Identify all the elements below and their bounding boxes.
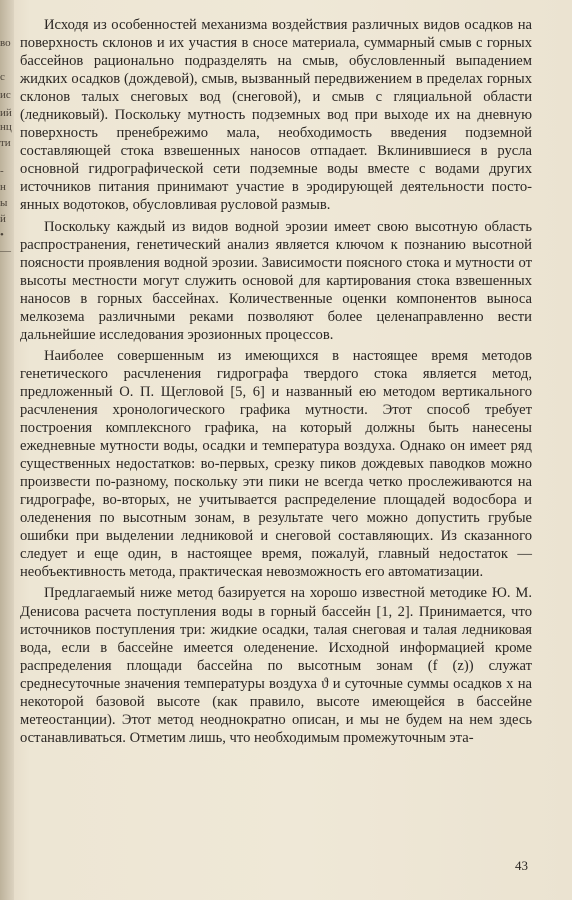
margin-fragment: ти (0, 137, 11, 149)
book-spine (0, 0, 14, 900)
paragraph: Предлагаемый ниже метод базируется на хорошо известной методике Ю. М. Денисова расчета поступления воды в горный бассейн [1, 2]. Принимается, что источников поступления три: жидкие осадки, талая снеговая и талая ледниковая вода, если в бассейне имеется оледенение. Исходной информацией кроме распределения площади бассейна по высотным зонам (f (z)) служат среднесуточные значения температуры воздуха ϑ и суточные суммы осадков x на некоторой базовой высоте (как правило, высоте имеющейся в бассейне метеостанции). Этот метод неоднократно описан, и мы не будем на нем здесь останавливаться. Отметим лишь, что необходимым промежуточным эта- (20, 585, 532, 746)
margin-fragment: с (0, 71, 5, 83)
margin-fragment: - (0, 165, 4, 177)
margin-fragment: ис (0, 89, 11, 101)
page-number: 43 (515, 858, 528, 873)
margin-fragment: н (0, 181, 6, 193)
margin-fragment: во (0, 37, 11, 49)
margin-fragment: ы (0, 197, 8, 209)
margin-fragment: • (0, 229, 4, 241)
margin-fragment: й (0, 213, 6, 225)
margin-fragment: — (0, 245, 11, 257)
margin-fragment: нц (0, 121, 12, 133)
paragraph: Исходя из особенностей механизма воздействия различных видов осадков на поверхность склонов и их участия в сносе материала, суммарный смыв с горных бассейнов рационально подразделять на смыв, обусловленный выпадением жидких осадков (дождевой), смыв, вызванный передвижением в пределах горных склонов талых снеговых вод (снеговой), и смыв с гляциальной области (ледниковый). Поскольку мутность подземных вод при выходе их на дневную поверхность пренебрежимо мала, необходимость введения подземной составляющей стока взвешенных наносов отпадает. Вклинившиеся в русла основной гидрографической сети подземные воды вместе с водами других источников питания принимают участие в эродирующей деятельности постоянных водотоков, обусловливая русловой размыв. (20, 17, 532, 214)
paragraph: Поскольку каждый из видов водной эрозии имеет свою высотную область распространения, генетический анализ является ключом к познанию высотной поясности проявления водной эрозии. Зависимости поясного стока и мутности от высоты местности могут служить основой для картирования стока взвешенных наносов в горных бассейнах. Количественные оценки компонентов выноса мелкозема различными реками позволяют более целенаправленно вести дальнейшие исследования эрозионных процессов. (20, 218, 532, 343)
paragraph: Наиболее совершенным из имеющихся в настоящее время методов генетического расчленения гидрографа твердого стока является метод, предложенный О. П. Щегловой [5, 6] и названный ею методом вертикального расчленения хронологического графика мутности. Этот способ требует построения комплексного графика, на который должны быть нанесены ежедневные мутности воды, осадки и температура воздуха. Однако он имеет ряд существенных недостатков: во-первых, срезку пиков дождевых паводков можно произвести по-разному, поскольку эти пики не всегда четко прослеживаются на гидрографе, во-вторых, не учитывается распределение площадей водосбора и оледенения по высотным зонам, в результате чего можно допустить грубые ошибки при выделении ледниковой и снеговой составляющих. Из сказанного следует и еще один, в настоящее время, пожалуй, главный недостаток — необъективность метода, практическая невозможность его автоматизации. (20, 347, 532, 581)
margin-fragment: ий (0, 107, 12, 119)
body-text (20, 16, 532, 750)
